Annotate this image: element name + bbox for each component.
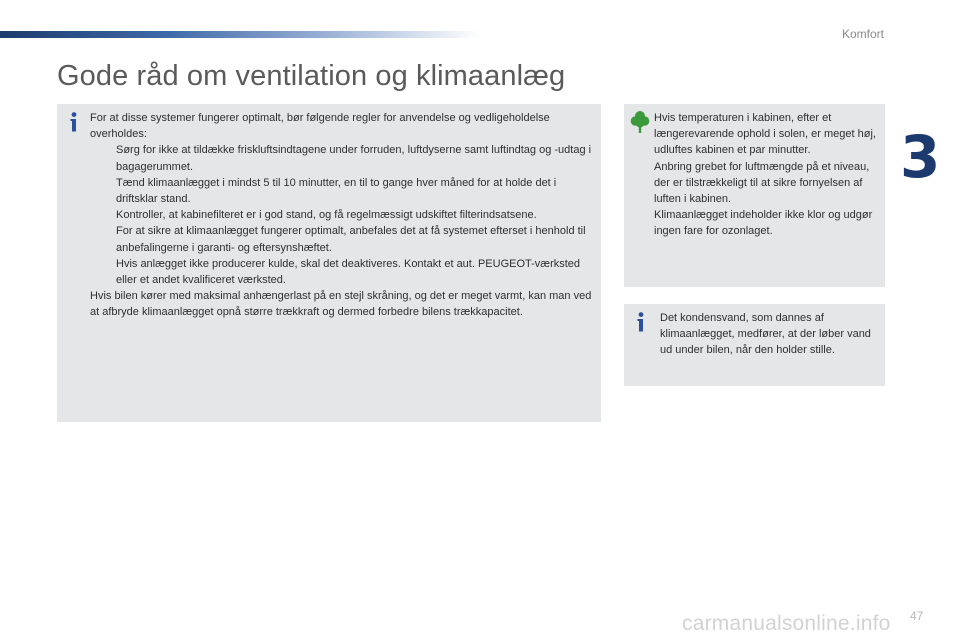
main-outro: Hvis bilen kører med maksimal anhængerlast på en stejl skråning, og det er meget varmt, kan man ved at afbryde klimaanlægget opnå større trækkraft og dermed forbedre bilens trækkapacitet.	[90, 290, 592, 319]
chapter-number: 3	[900, 123, 941, 191]
info-icon	[636, 312, 646, 332]
main-intro: For at disse systemer fungerer optimalt, bør følgende regler for anvendelse og vedligeholdelse overholdes:	[90, 112, 550, 141]
header-gradient-bar	[0, 31, 480, 38]
tip-paragraph: Hvis temperaturen i kabinen, efter et længerevarende ophold i solen, er meget høj, udluftes kabinen et par minutter.	[654, 112, 876, 157]
list-item: Kontroller, at kabinefilteret er i god stand, og få regelmæssigt udskiftet filterindsatsene.	[116, 209, 537, 222]
list-item: For at sikre at klimaanlægget fungerer optimalt, anbefales det at få systemet efterset i henhold til anbefalingerne i garanti- og eftersynshæftet.	[116, 225, 586, 254]
info-icon	[69, 112, 79, 132]
advice-list	[90, 142, 595, 288]
tree-icon	[630, 110, 650, 134]
tip-paragraph: Anbring grebet for luftmængde på et niveau, der er tilstrækkeligt til at sikre fornyelsen af luften i kabinen.	[654, 160, 870, 206]
page-title: Gode råd om ventilation og klimaanlæg	[57, 60, 566, 92]
info-note-text: Det kondensvand, som dannes af klimaanlægget, medfører, at der løber vand ud under bilen, når den holder stille.	[660, 312, 871, 357]
list-item: Hvis anlægget ikke producerer kulde, skal det deaktiveres. Kontakt et aut. PEUGEOT-værksted eller et andet kvalificeret værksted.	[116, 257, 581, 287]
watermark: carmanualsonline.info	[682, 612, 891, 635]
section-label: Komfort	[841, 27, 884, 41]
eco-tip-text	[654, 110, 876, 240]
list-item: Tænd klimaanlægget i mindst 5 til 10 minutter, en til to gange hver måned for at holde det i driftsklar stand.	[116, 176, 557, 206]
main-advice-text	[90, 110, 595, 321]
list-item: Sørg for ikke at tildække friskluftsindtagene under forruden, luftdyserne samt luftindtag og -udtag i bagagerummet.	[116, 144, 592, 173]
page-number: 47	[910, 609, 924, 623]
tip-paragraph: Klimaanlægget indeholder ikke klor og udgør ingen fare for ozonlaget.	[654, 209, 873, 238]
